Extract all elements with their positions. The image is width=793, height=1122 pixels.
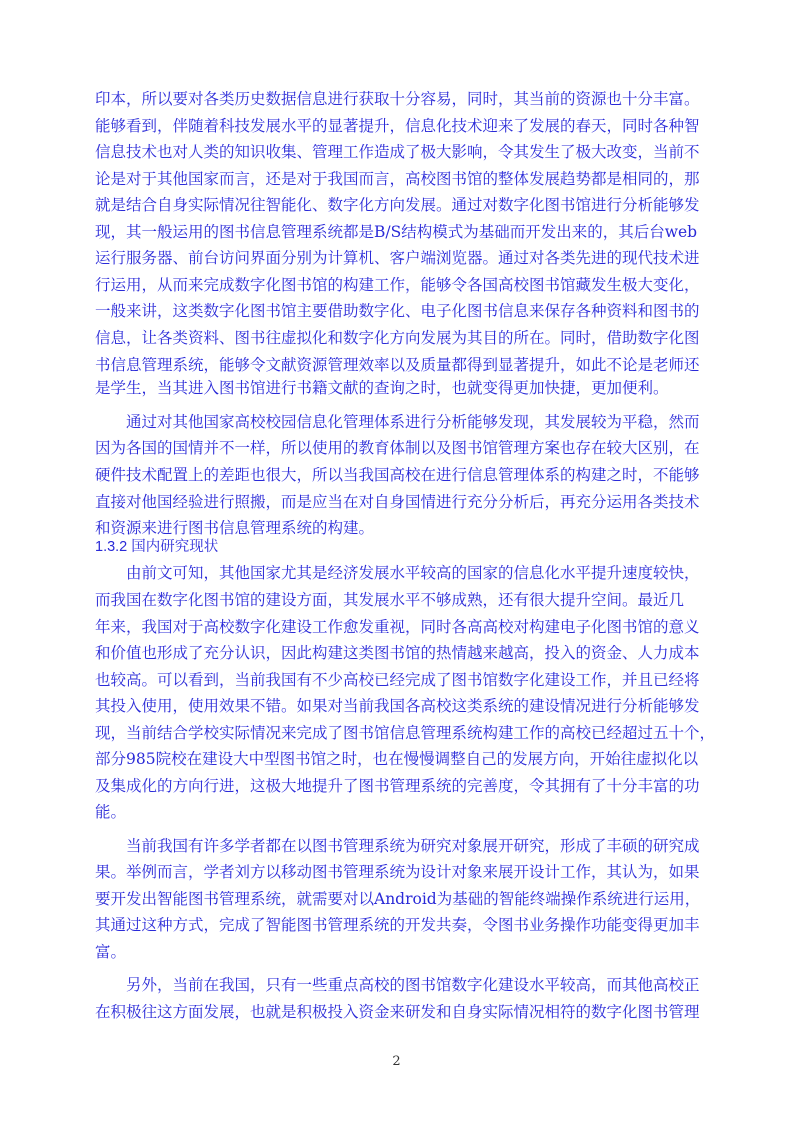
text-line: 能够看到，伴随着科技发展水平的显著提升，信息化技术迎来了发展的春天，同时各种智 [95,116,700,135]
text-line: 运行服务器、前台访问界面分别为计算机、客户端浏览器。通过对各类先进的现代技术进 [95,249,700,268]
text-line: 是学生，当其进入图书馆进行书籍文献的查询之时，也就变得更加快捷，更加便利。 [95,379,669,398]
section-heading: 1.3.2 国内研究现状 [95,538,219,555]
text-line: 硬件技术配置上的差距也很大，所以当我国高校在进行信息管理体系的构建之时，不能够 [95,465,700,484]
text-line: 年来，我国对于高校数字化建设工作愈发重视，同时各高高校对构建电子化图书馆的意义 [95,617,700,636]
text-line: 书信息管理系统，能够令文献资源管理效率以及质量都得到显著提升，如此不论是老师还 [95,355,700,374]
text-line: 富。 [95,943,127,962]
text-line: 论是对于其他国家而言，还是对于我国而言，高校图书馆的整体发展趋势都是相同的，那 [95,169,700,188]
text-line: 另外，当前在我国，只有一些重点高校的图书馆数字化建设水平较高，而其他高校正 [95,976,700,995]
text-line: 就是结合自身实际情况往智能化、数字化方向发展。通过对数字化图书馆进行分析能够发 [95,196,700,215]
text-line: 现，其一般运用的图书信息管理系统都是B/S结构模式为基础而开发出来的，其后台web [95,222,698,241]
page-number: 2 [392,1054,401,1069]
text-line: 因为各国的国情并不一样，所以使用的教育体制以及图书馆管理方案也存在较大区别，在 [95,439,700,458]
text-line: 其投入使用，使用效果不错。如果对当前我国各高校这类系统的建设情况进行分析能够发 [95,697,700,716]
text-line: 印本，所以要对各类历史数据信息进行获取十分容易，同时，其当前的资源也十分丰富。 [95,90,700,108]
text-line: 能。 [95,803,127,822]
text-line: 果。举例而言，学者刘方以移动图书管理系统为设计对象来展开设计工作，其认为，如果 [95,863,700,882]
text-line: 信息，让各类资料、图书往虚拟化和数字化方向发展为其目的所在。同时，借助数字化图 [95,328,700,347]
text-line: 现，当前结合学校实际情况来完成了图书馆信息管理系统构建工作的高校已经超过五十个， [95,723,715,742]
text-line: 信息技术也对人类的知识收集、管理工作造成了极大影响，令其发生了极大改变，当前不 [95,143,700,162]
text-line: 在积极往这方面发展，也就是积极投入资金来研发和自身实际情况相符的数字化图书管理 [95,1003,700,1021]
text-line: 和价值也形成了充分认识，因此构建这类图书馆的热情越来越高，投入的资金、人力成本 [95,644,700,663]
text-line: 而我国在数字化图书馆的建设方面，其发展水平不够成熟，还有很大提升空间。最近几 [95,591,685,610]
text-line: 通过对其他国家高校校园信息化管理体系进行分析能够发现，其发展较为平稳，然而 [95,412,700,431]
text-line: 一般来讲，这类数字化图书馆主要借助数字化、电子化图书信息来保存各种资料和图书的 [95,302,700,321]
text-line: 直接对他国经验进行照搬，而是应当在对自身国情进行充分分析后，再充分运用各类技术 [95,492,700,511]
text-line: 及集成化的方向行进，这极大地提升了图书管理系统的完善度，令其拥有了十分丰富的功 [95,776,700,795]
text-line: 行运用，从而来完成数字化图书馆的构建工作，能够令各国高校图书馆藏发生极大变化， [95,275,700,294]
text-line: 当前我国有许多学者都在以图书管理系统为研究对象展开研究，形成了丰硕的研究成 [95,836,700,855]
text-line: 部分985院校在建设大中型图书馆之时，也在慢慢调整自己的发展方向，开始往虚拟化以 [95,750,699,769]
text-line: 要开发出智能图书管理系统，就需要对以Android为基础的智能终端操作系统进行运用， [95,889,701,908]
text-line: 由前文可知，其他国家尤其是经济发展水平较高的国家的信息化水平提升速度较快， [95,564,700,583]
text-line: 也较高。可以看到，当前我国有不少高校已经完成了图书馆数字化建设工作，并且已经将 [95,670,700,689]
text-line: 其通过这种方式，完成了智能图书管理系统的开发共奏，令图书业务操作功能变得更加丰 [95,916,700,935]
text-line: 和资源来进行图书信息管理系统的构建。 [95,519,375,538]
